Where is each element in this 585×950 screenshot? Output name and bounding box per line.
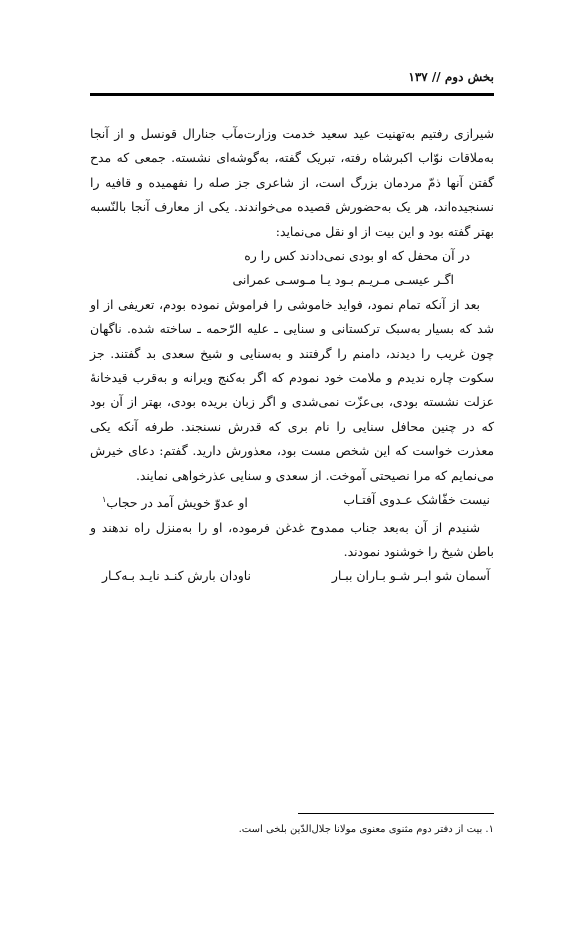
verse-1-line-2: اگـر عیسـی مـریـم بـود یـا مـوسـی عمرانی xyxy=(232,272,454,288)
verse-2 xyxy=(90,488,494,516)
footnote-rule xyxy=(298,813,494,814)
verse-2-hemistich-1: نیست خفّاشک عـدوی آفتـاب xyxy=(343,492,490,508)
verse-1-line-1: در آن محفل که او بودی نمی‌دادند کس را ره xyxy=(244,248,470,264)
paragraph-2: بعد از آنکه تمام نمود، فواید خاموشی را فراموش نموده بودم، تعریفی از او شد که بسیار به‌سبک ترکستانی و سنایی ـ علیه الرّحمه ـ ساخته شده. ناگهان چون غریب را دیدند، دامنم را گرفتند و به‌سنایی و شیخ سعدی بد گفتند. جز سکوت چاره ندیدم و ملامت خود نمودم که اگر به‌کنج ویرانه و به‌قرب قیدخانهٔ عزلت نشسته بودی، بی‌عزّت نمی‌شدی و اگر زبان بریده بودی، بهتر از آن بود که در چنین محافل سنایی را نام بری که قدرش نسنجند. طرفه آنکه یکی معذرت خواست که این شخص مست بود، معذورش دارید. گفتم: دعای خیرش می‌نمایم که مرا نصیحتی آموخت. از سعدی و سنایی عذرخواهی نمایند. xyxy=(90,296,494,483)
header-rule xyxy=(90,93,494,96)
verse-3 xyxy=(90,564,494,588)
footnote-marker: ۱ xyxy=(102,495,107,505)
verse-3-hemistich-2: ناودان بارش کنـد نایـد بـه‌کـار xyxy=(102,568,251,584)
verse-3-hemistich-1: آسمان شو ابـر شـو بـاران ببـار xyxy=(331,568,490,584)
body-text xyxy=(90,122,494,589)
paragraph-3: شنیدم از آن به‌بعد جناب ممدوح غدغن فرموده، او را به‌منزل راه ندهند و باطن شیخ را خوشنود نمودند. xyxy=(90,519,494,560)
verse-2-hemistich-2: او عدوّ خویش آمد در حجاب xyxy=(106,495,248,511)
verse-2-hemistich-2-wrap xyxy=(94,488,248,516)
footnote: ۱. بیت از دفتر دوم مثنوی معنوی مولانا جلال‌الدّین بلخی است. xyxy=(238,824,494,835)
paragraph-1: شیرازی رفتیم به‌تهنیت عید سعید خدمت وزارت‌مآب جنارال قونسل و از آنجا به‌ملاقات نوّاب اکبرشاه رفته، تبریک گفته، به‌گوشه‌ای نشسته. جمعی که مدح گفتن آنها ذمّ مردمان بزرگ است، از شاعری جز صله را نفهمیده و قافیه را نسنجیده‌اند، هر یک به‌حضورش قصیده می‌خواندند. یکی از معارف آنجا بالنّسبه بهتر گفته بود و این بیت از او نقل می‌نماید: xyxy=(90,126,494,239)
running-header: بخش دوم // ۱۳۷ xyxy=(408,70,494,84)
